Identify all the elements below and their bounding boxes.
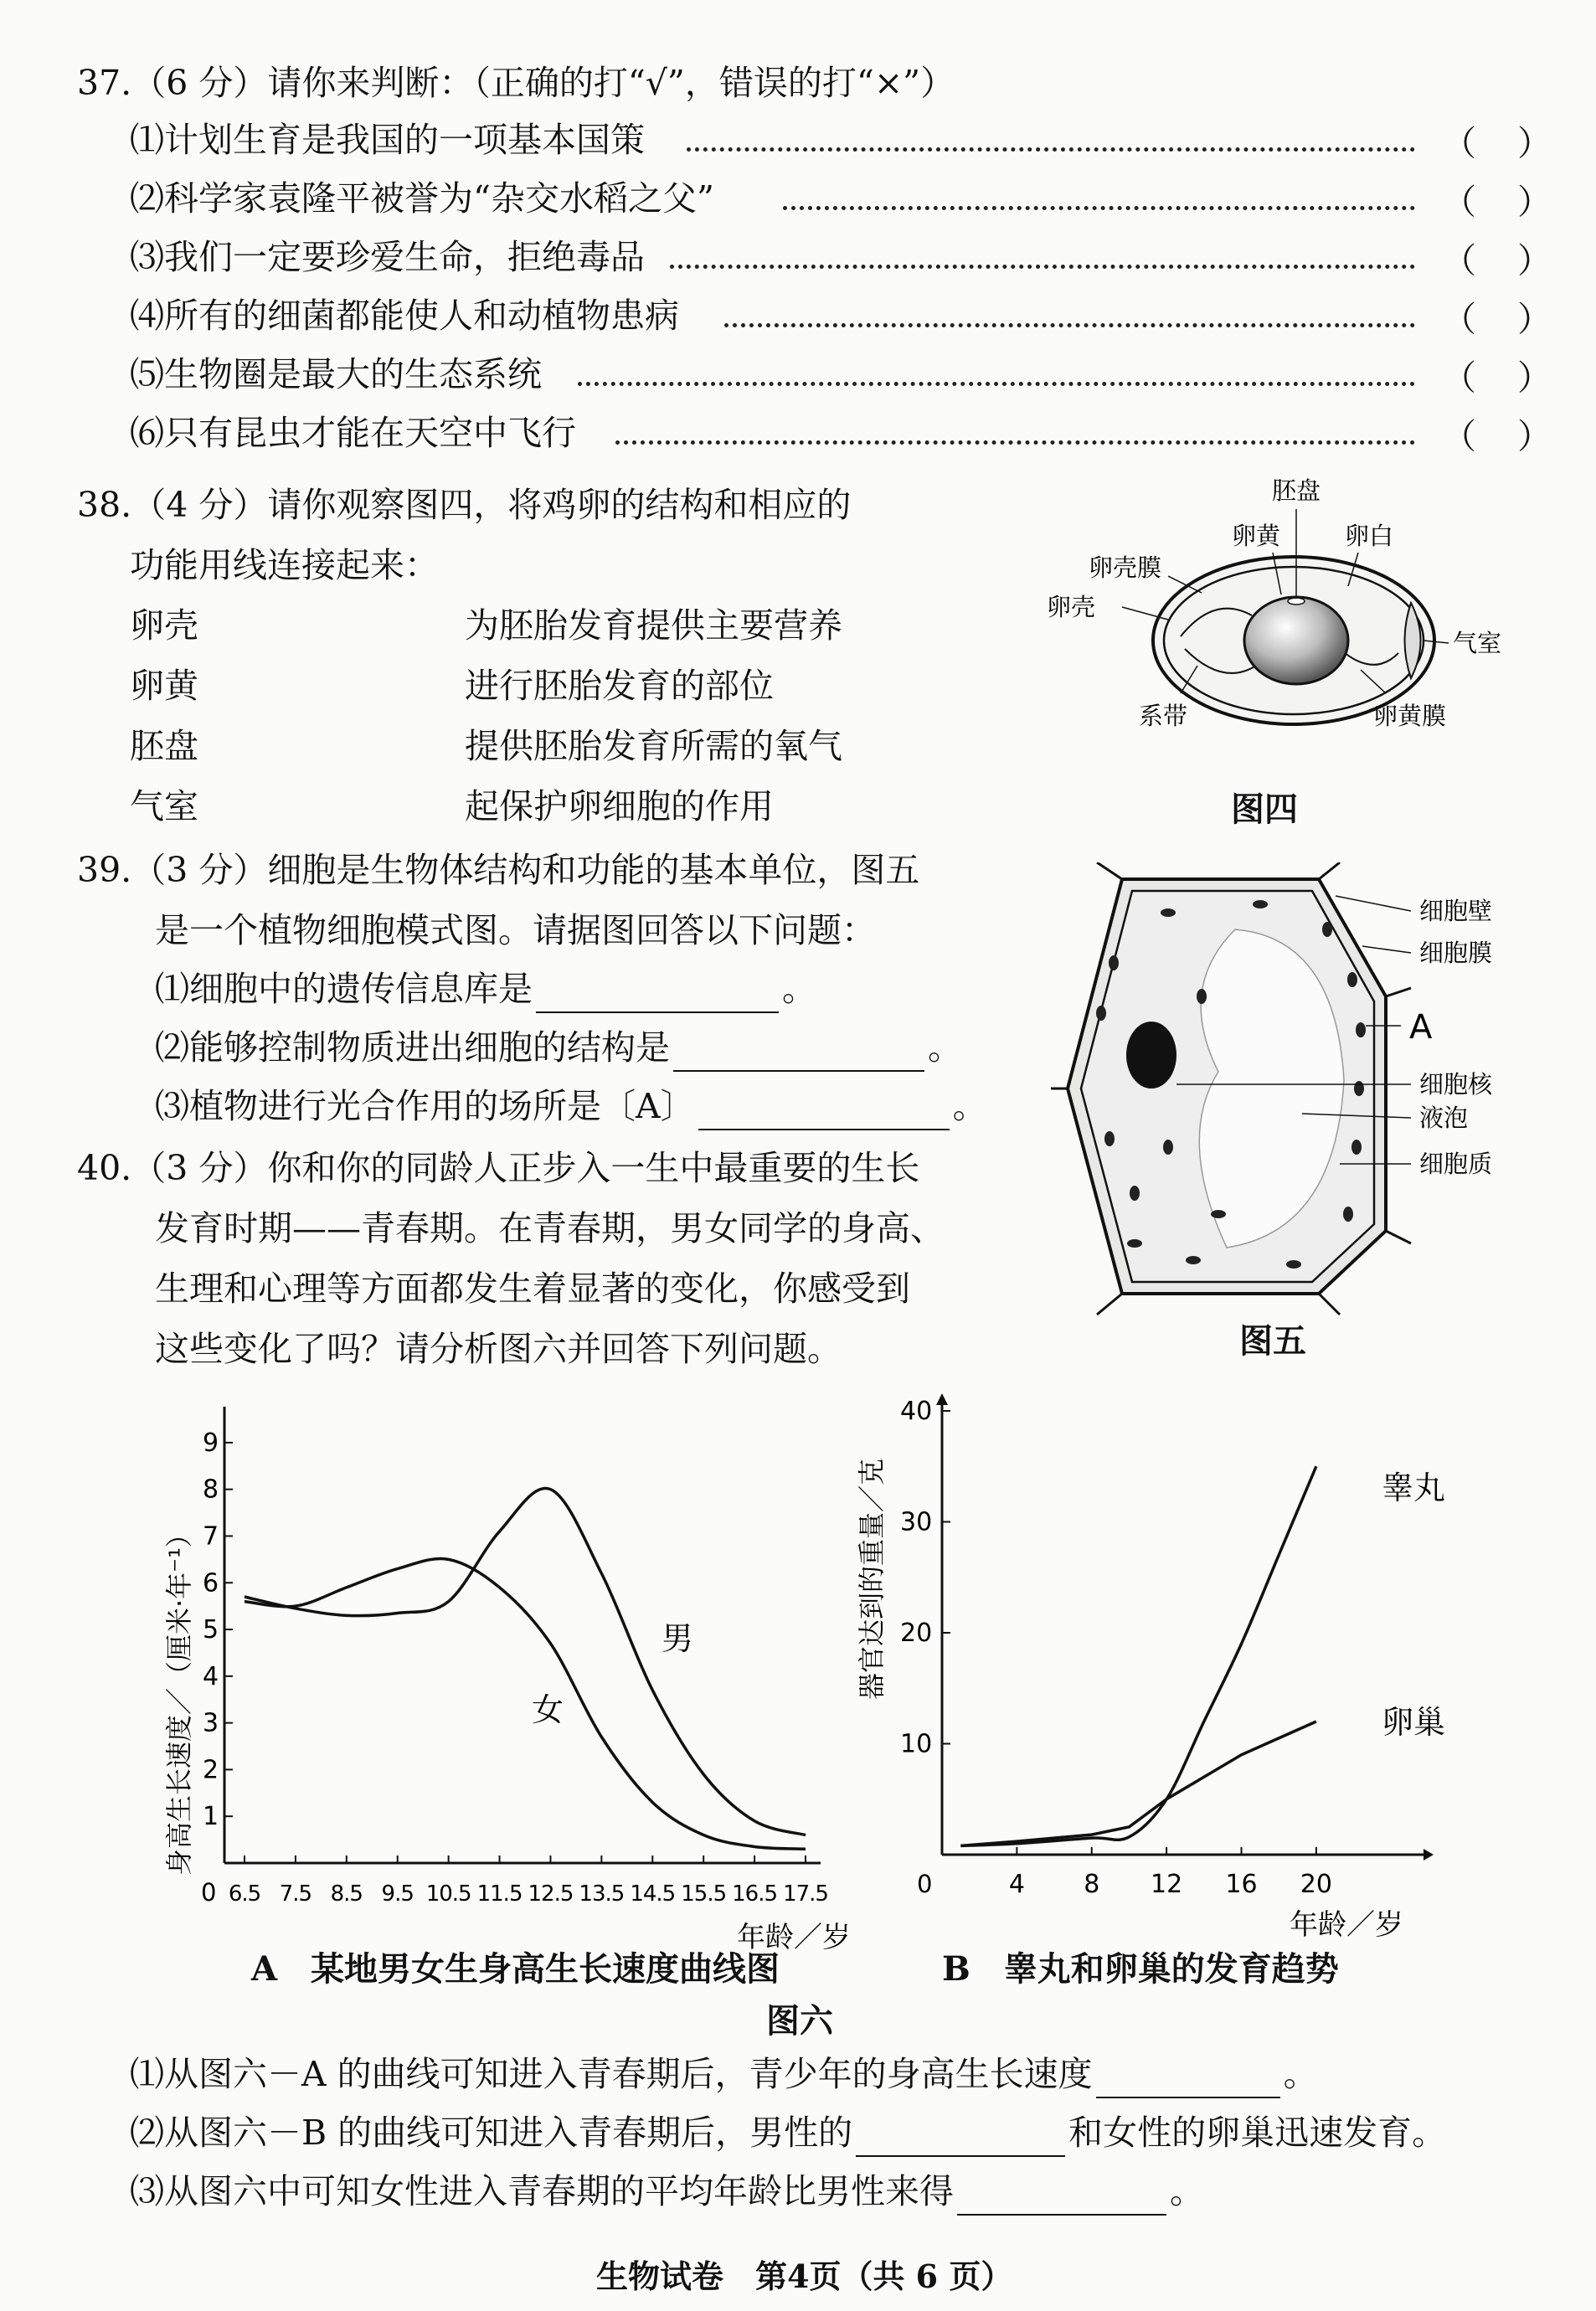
figure-6-caption: 图六	[766, 2002, 833, 2041]
label-air-cell: 气室	[1453, 629, 1502, 657]
q39-line1: 39.（3 分）细胞是生物体结构和功能的基本单位，图五	[77, 850, 920, 890]
chart-b-origin-label: 0	[917, 1870, 933, 1898]
chart-a-x-tick-label: 13.5	[579, 1881, 625, 1907]
label-albumen: 卵白	[1344, 522, 1394, 550]
function-2[interactable]: 进行胚胎发育的部位	[465, 666, 774, 706]
chart-a-x-tick-label: 10.5	[425, 1881, 471, 1907]
chart-a-x-tick-label: 14.5	[630, 1881, 676, 1907]
chart-a-x-tick-label: 17.5	[783, 1881, 828, 1907]
yolk	[1244, 597, 1348, 684]
chart-a-x-tick-label: 15.5	[681, 1881, 727, 1907]
chart-a-series-line-1	[245, 1488, 806, 1835]
figure-6a-caption: A 某地男女生身高生长速度曲线图	[251, 1949, 780, 1989]
function-1[interactable]: 为胚胎发育提供主要营养	[465, 605, 842, 646]
q40-line1: 40.（3 分）你和你的同龄人正步入一生中最重要的生长	[77, 1148, 920, 1188]
chart-b-y-tick-label: 10	[900, 1729, 933, 1759]
chart-b-y-label: 器官达到的重量／克	[856, 1458, 888, 1700]
q37-title: 37.（6 分）请你来判断：（正确的打“√”，错误的打“×”）	[77, 63, 955, 103]
label-shell: 卵壳	[1047, 593, 1096, 621]
answer-blank-40-2[interactable]	[856, 2122, 1065, 2157]
answer-paren-close-5: ）	[1517, 358, 1552, 398]
q37-dots-3	[670, 265, 1415, 269]
chart-a-x-tick-label: 11.5	[476, 1881, 523, 1907]
answer-paren-close-2: ）	[1517, 182, 1552, 222]
q40-sub2: ⑵从图六－B 的曲线可知进入青春期后，男性的 和女性的卵巢迅速发育。	[130, 2108, 1446, 2157]
answer-paren-open-1[interactable]: （	[1442, 123, 1476, 163]
chart-a-y-tick-label: 1	[203, 1802, 219, 1832]
label-chalaza: 系带	[1139, 702, 1188, 730]
q38-line2: 功能用线连接起来：	[130, 545, 439, 585]
chart-b-x-tick-label: 20	[1300, 1870, 1332, 1899]
answer-paren-open-3[interactable]: （	[1442, 240, 1476, 281]
chart-a-x-label: 年龄／岁	[737, 1921, 851, 1951]
q37-item-3: ⑶我们一定要珍爱生命，拒绝毒品	[130, 237, 645, 277]
q37-dots-6	[615, 440, 1415, 445]
chart-a-y-tick-label: 7	[203, 1521, 219, 1552]
chart-a-origin-label: 0	[201, 1878, 217, 1907]
q40-sub3: ⑶从图六中可知女性进入青春期的平均年龄比男性来得 。	[130, 2167, 1204, 2216]
chart-a-x-tick-label: 12.5	[528, 1881, 574, 1907]
figure-5-plant-cell	[1051, 862, 1520, 1331]
chart-b-x-tick-label: 8	[1084, 1870, 1100, 1899]
chart-a-series-label-2: 女	[532, 1691, 564, 1728]
germinal-disc	[1288, 598, 1305, 605]
answer-blank-40-3[interactable]	[957, 2180, 1166, 2216]
label-a-chloroplast: A	[1409, 1008, 1433, 1047]
chart-a-x-tick-label: 6.5	[228, 1881, 261, 1907]
structure-1[interactable]: 卵壳	[130, 605, 198, 646]
chart-a-x-tick-label: 9.5	[381, 1881, 414, 1907]
nucleus	[1126, 1022, 1176, 1089]
answer-blank-39-3[interactable]	[698, 1095, 950, 1130]
chart-a-y-tick-label: 3	[203, 1708, 219, 1738]
answer-blank-40-1[interactable]	[1096, 2063, 1280, 2098]
chart-b-x-tick-label: 4	[1008, 1870, 1025, 1899]
q37-item-2: ⑵科学家袁隆平被誉为“杂交水稻之父”	[130, 178, 714, 219]
function-3[interactable]: 提供胚胎发育所需的氧气	[465, 726, 842, 766]
chart-b-x-tick-label: 16	[1225, 1870, 1258, 1899]
chart-a-y-tick-label: 8	[203, 1475, 219, 1505]
chart-a-x-tick-label: 16.5	[732, 1881, 778, 1907]
q37-item-5: ⑸生物圈是最大的生态系统	[130, 354, 542, 394]
label-shell-membrane: 卵壳膜	[1089, 553, 1162, 582]
label-nucleus: 细胞核	[1419, 1070, 1493, 1099]
chart-b-x-arrow	[1424, 1849, 1434, 1861]
chart-a-y-tick-label: 9	[203, 1428, 219, 1458]
label-vacuole: 液泡	[1419, 1104, 1469, 1132]
chart-a-y-tick-label: 5	[203, 1615, 219, 1645]
chart-b-series-label-2: 卵巢	[1382, 1704, 1446, 1741]
q39-sub1: ⑴细胞中的遗传信息库是 。	[155, 965, 816, 1013]
answer-paren-close-1: ）	[1517, 123, 1552, 163]
answer-paren-open-5[interactable]: （	[1442, 358, 1476, 398]
answer-paren-close-3: ）	[1517, 240, 1552, 281]
q40-line2: 发育时期——青春期。在青春期，男女同学的身高、	[155, 1208, 945, 1248]
q40-line3: 生理和心理等方面都发生着显著的变化，你感受到	[155, 1269, 910, 1309]
q39-sub3: ⑶植物进行光合作用的场所是〔A〕 。	[155, 1082, 987, 1130]
label-cytoplasm: 细胞质	[1419, 1150, 1493, 1178]
figure-4-egg-diagram	[1030, 469, 1532, 837]
chart-b-series-label-1: 睾丸	[1382, 1469, 1446, 1506]
label-yolk: 卵黄	[1231, 522, 1281, 550]
figure-6b-chart	[837, 1382, 1482, 1951]
chart-a-y-tick-label: 6	[203, 1568, 219, 1598]
q39-line2: 是一个植物细胞模式图。请据图回答以下问题：	[155, 910, 876, 950]
label-cell-wall: 细胞壁	[1419, 897, 1493, 925]
chart-b-x-tick-label: 12	[1151, 1870, 1183, 1899]
chart-a-y-label: 身高生长速度／（厘米·年⁻¹）	[163, 1521, 195, 1876]
q38-line1: 38.（4 分）请你观察图四，将鸡卵的结构和相应的	[77, 485, 852, 525]
figure-6a-chart	[126, 1382, 854, 1951]
chart-a-y-tick-label: 4	[203, 1661, 219, 1691]
q40-line4: 这些变化了吗？请分析图六并回答下列问题。	[155, 1329, 842, 1369]
chart-a-y-tick-label: 2	[203, 1755, 219, 1785]
q37-item-1: ⑴计划生育是我国的一项基本国策	[130, 120, 645, 160]
chart-a-x-tick-label: 8.5	[330, 1881, 363, 1907]
figure-4-caption: 图四	[1231, 790, 1298, 829]
chart-a-plot	[163, 1407, 851, 1951]
page-footer: 生物试卷 第4页（共 6 页）	[596, 2257, 1013, 2295]
q37-item-6: ⑹只有昆虫才能在天空中飞行	[130, 413, 576, 453]
label-vitelline-membrane: 卵黄膜	[1373, 702, 1447, 730]
label-cell-membrane: 细胞膜	[1419, 939, 1493, 967]
answer-paren-close-6: ）	[1517, 416, 1552, 456]
chart-b-plot	[856, 1393, 1445, 1942]
answer-paren-open-6[interactable]: （	[1442, 416, 1476, 456]
label-germinal-disc: 胚盘	[1271, 476, 1321, 505]
chart-b-x-label: 年龄／岁	[1290, 1908, 1403, 1942]
chart-b-y-tick-label: 40	[900, 1397, 933, 1426]
chart-b-y-tick-label: 30	[900, 1507, 933, 1537]
chart-a-series-label-1: 男	[662, 1620, 694, 1657]
q37-dots-5	[578, 382, 1415, 386]
figure-6b-caption: B 睾丸和卵巢的发育趋势	[942, 1949, 1339, 1989]
q39-sub2: ⑵能够控制物质进出细胞的结构是 。	[155, 1023, 962, 1072]
structure-4[interactable]: 气室	[130, 786, 198, 826]
answer-blank-39-1[interactable]	[536, 978, 779, 1013]
chart-b-y-tick-label: 20	[900, 1619, 933, 1648]
q37-item-4: ⑷所有的细菌都能使人和动植物患病	[130, 296, 679, 336]
chart-b-series-line-2	[960, 1722, 1316, 1845]
structure-2[interactable]: 卵黄	[130, 666, 198, 706]
answer-paren-open-2[interactable]: （	[1442, 182, 1476, 222]
chart-b-y-arrow	[936, 1393, 948, 1405]
q37-dots-2	[783, 206, 1415, 210]
figure-5-caption: 图五	[1239, 1322, 1306, 1361]
chart-a-series-line-2	[245, 1559, 806, 1850]
q40-sub1: ⑴从图六－A 的曲线可知进入青春期后，青少年的身高生长速度 。	[130, 2050, 1318, 2098]
q37-dots-4	[724, 323, 1415, 327]
answer-paren-open-4[interactable]: （	[1442, 299, 1476, 339]
q37-dots-1	[687, 147, 1415, 152]
chart-a-x-tick-label: 7.5	[279, 1881, 312, 1907]
answer-blank-39-2[interactable]	[673, 1037, 924, 1072]
structure-3[interactable]: 胚盘	[130, 726, 198, 766]
chart-b-series-line-1	[960, 1466, 1316, 1845]
function-4[interactable]: 起保护卵细胞的作用	[465, 786, 774, 826]
answer-paren-close-4: ）	[1517, 299, 1552, 339]
